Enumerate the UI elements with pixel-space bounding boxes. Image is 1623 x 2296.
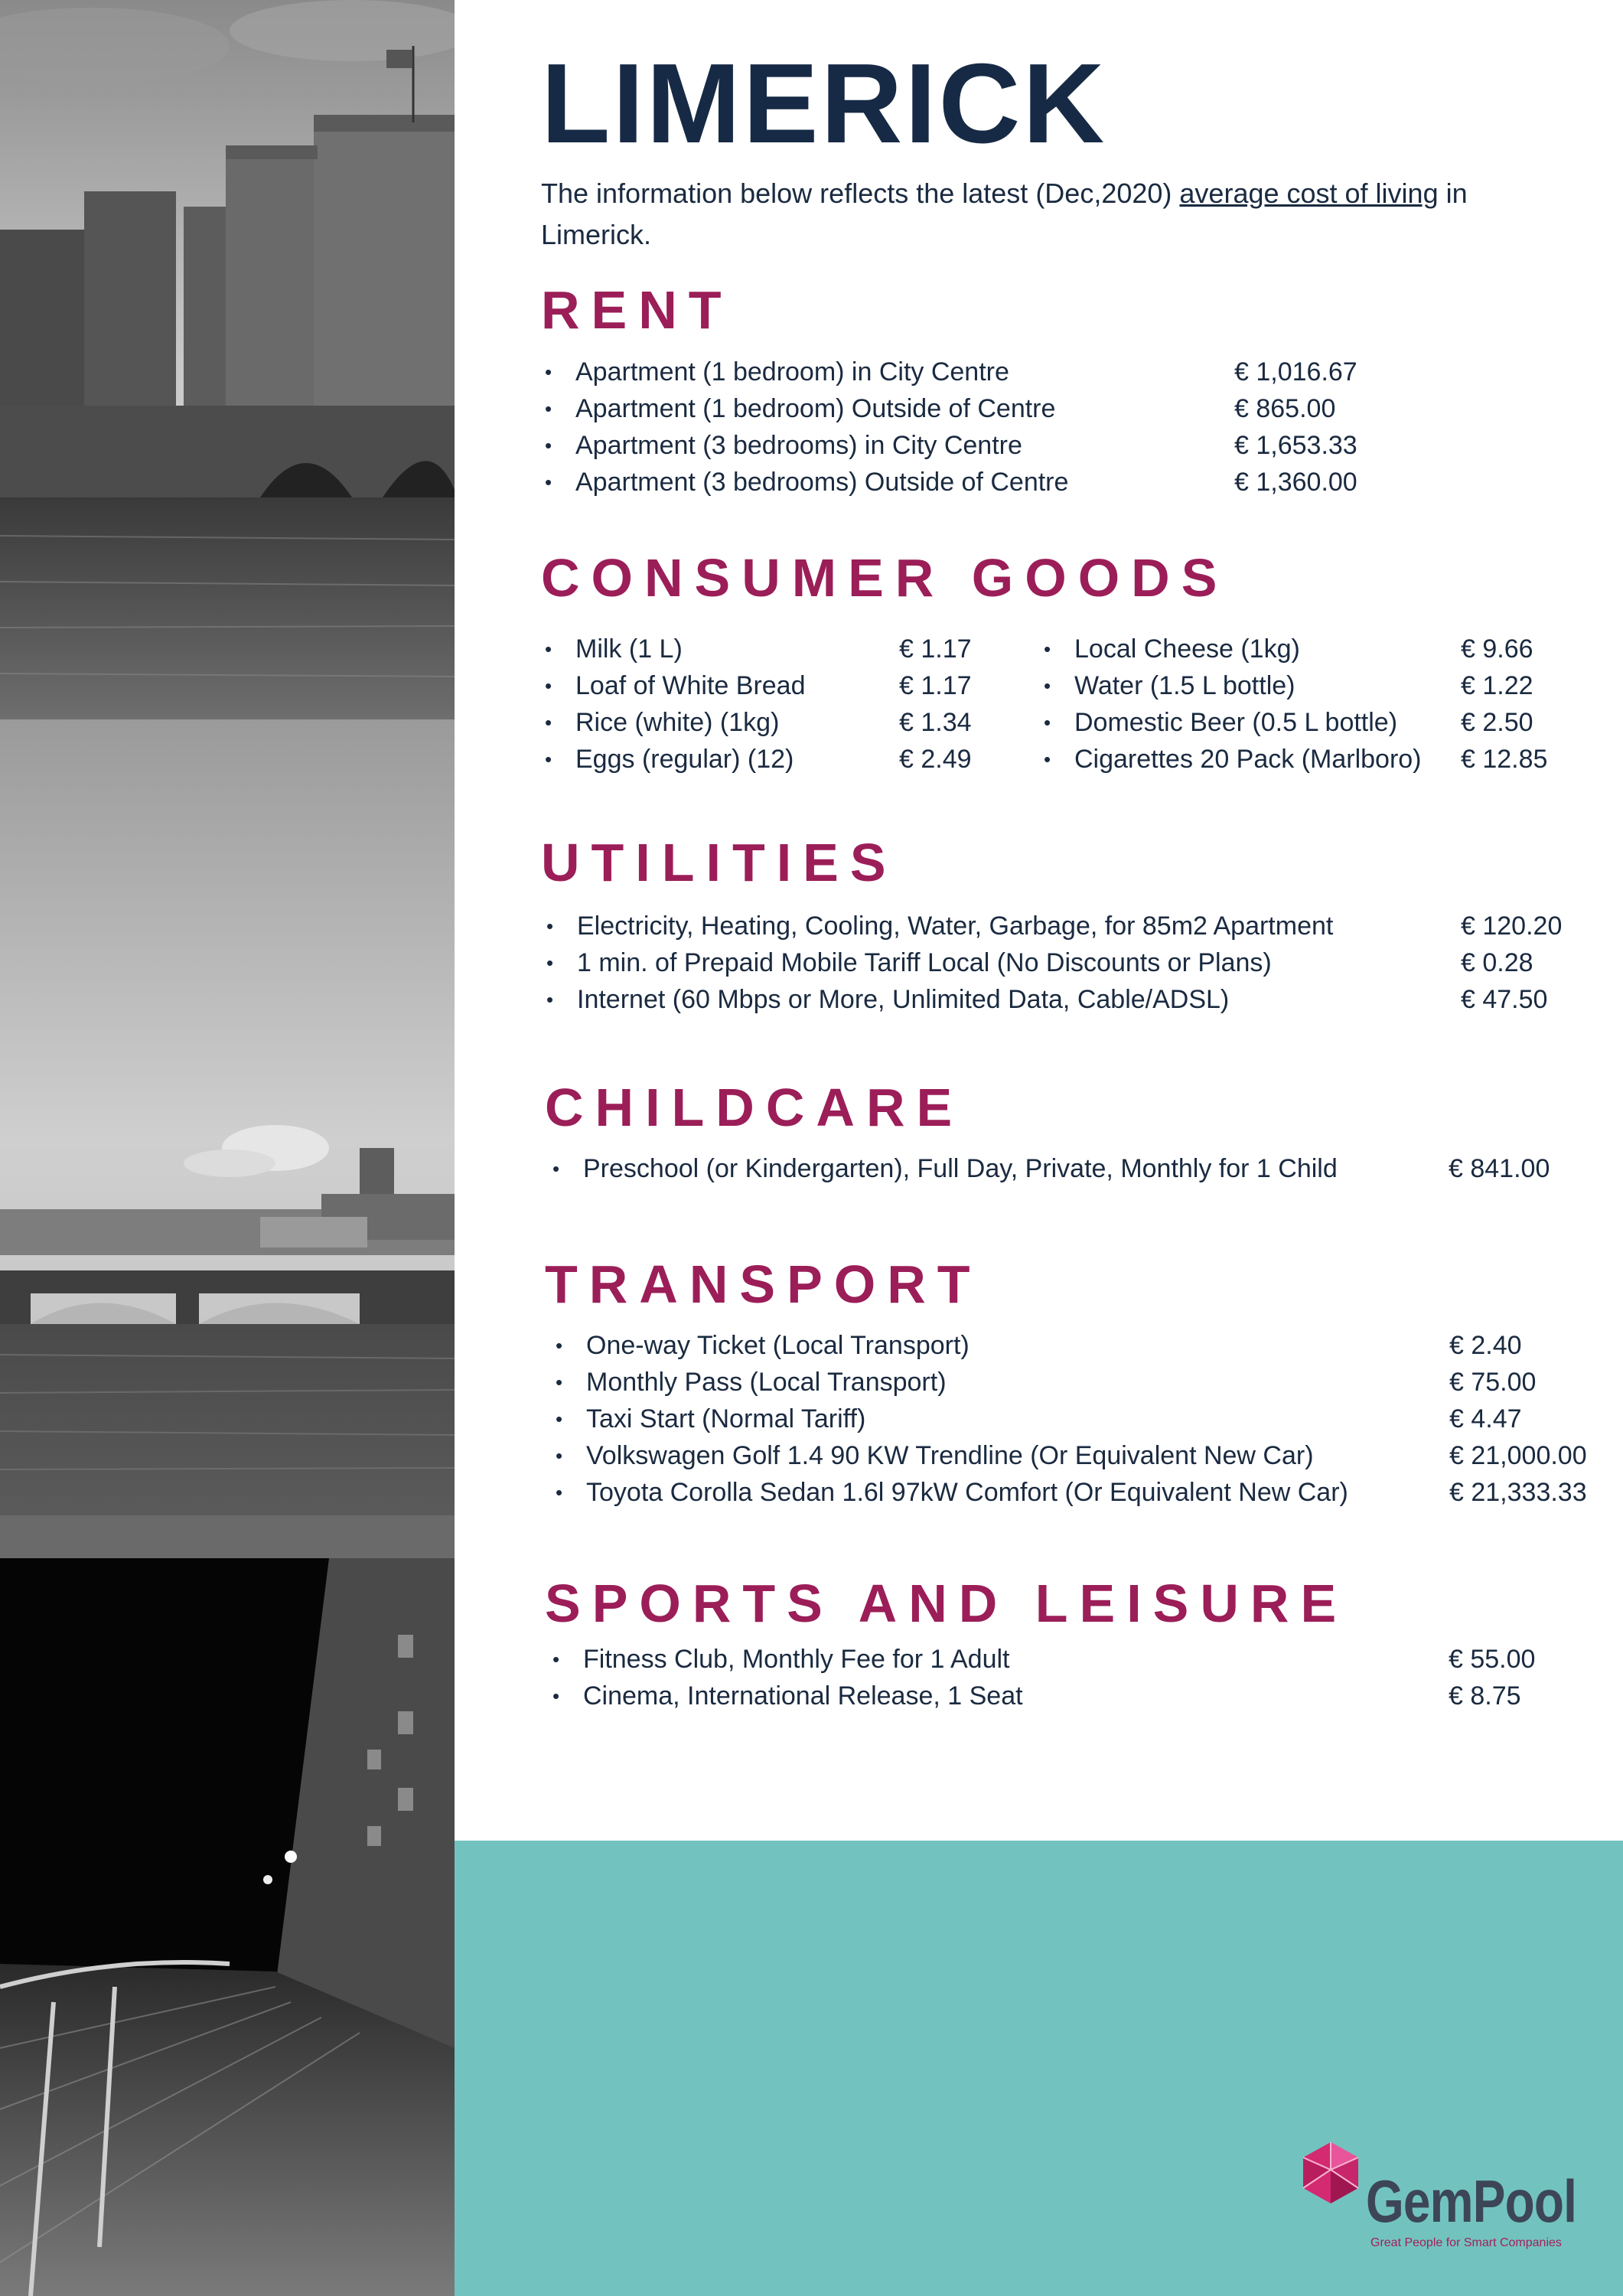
intro-after: in Limerick.	[541, 178, 1468, 250]
bullet: •	[556, 1334, 563, 1357]
list-item	[545, 464, 1494, 501]
bullet: •	[545, 471, 552, 494]
item-label: One-way Ticket (Local Transport)	[586, 1331, 970, 1360]
item-price: € 1,360.00	[1234, 468, 1357, 497]
list-item	[545, 741, 989, 778]
item-label: Milk (1 L)	[575, 634, 683, 664]
item-label: Internet (60 Mbps or More, Unlimited Data, Cable/ADSL)	[577, 985, 1230, 1014]
item-price: € 2.50	[1461, 708, 1533, 737]
bullet: •	[545, 397, 552, 420]
consumer-goods-right-list	[1044, 631, 1564, 778]
utilities-list	[546, 908, 1572, 1018]
bullet: •	[546, 951, 554, 974]
list-item	[546, 981, 1572, 1018]
bullet: •	[545, 638, 552, 660]
item-price: € 21,000.00	[1449, 1441, 1587, 1470]
bullet: •	[545, 434, 552, 457]
bullet: •	[545, 748, 552, 771]
list-item	[545, 631, 989, 667]
item-label: Cigarettes 20 Pack (Marlboro)	[1074, 745, 1422, 774]
logo-wordmark: GemPool	[1366, 2167, 1577, 2235]
item-price: € 55.00	[1449, 1645, 1536, 1674]
item-price: € 75.00	[1449, 1368, 1537, 1397]
item-label: Domestic Beer (0.5 L bottle)	[1074, 708, 1398, 737]
bullet: •	[556, 1407, 563, 1430]
item-label: Monthly Pass (Local Transport)	[586, 1368, 947, 1397]
list-item	[1044, 741, 1564, 778]
section-title-consumer-goods: CONSUMER GOODS	[541, 548, 1229, 608]
transport-list	[556, 1327, 1587, 1511]
bullet: •	[552, 1157, 560, 1180]
bullet: •	[556, 1444, 563, 1467]
item-price: € 9.66	[1461, 634, 1533, 664]
list-item	[546, 908, 1572, 944]
item-price: € 1.17	[899, 634, 972, 664]
list-item	[556, 1364, 1581, 1401]
item-label: Loaf of White Bread	[575, 671, 806, 700]
list-item	[552, 1641, 1578, 1678]
bullet: •	[1044, 674, 1051, 697]
list-item	[556, 1437, 1587, 1474]
item-price: € 2.40	[1449, 1331, 1522, 1360]
item-label: Cinema, International Release, 1 Seat	[583, 1681, 1023, 1711]
list-item	[1044, 631, 1564, 667]
list-item	[545, 704, 989, 741]
list-item	[546, 944, 1572, 981]
bullet: •	[545, 711, 552, 734]
castle-photo	[0, 0, 455, 719]
list-item	[545, 390, 1494, 427]
intro-text	[541, 173, 1513, 256]
list-item	[556, 1327, 1581, 1364]
river-bridge-photo	[0, 719, 455, 1558]
list-item	[556, 1401, 1581, 1437]
bullet: •	[552, 1648, 560, 1671]
gempool-logo[interactable]	[1297, 2139, 1603, 2254]
section-title-utilities: UTILITIES	[541, 833, 898, 892]
bullet: •	[556, 1481, 563, 1504]
item-price: € 1.17	[899, 671, 972, 700]
item-label: Toyota Corolla Sedan 1.6l 97kW Comfort (Or Equivalent New Car)	[586, 1478, 1348, 1507]
sports-list	[552, 1641, 1578, 1714]
bullet: •	[556, 1371, 563, 1394]
item-price: € 0.28	[1461, 948, 1533, 977]
section-title-transport: TRANSPORT	[545, 1254, 982, 1314]
bullet: •	[1044, 748, 1051, 771]
bullet: •	[546, 988, 554, 1011]
item-price: € 865.00	[1234, 394, 1336, 423]
logo-tagline: Great People for Smart Companies	[1370, 2236, 1562, 2249]
night-boardwalk-photo	[0, 1558, 455, 2296]
item-label: Apartment (3 bedrooms) Outside of Centre	[575, 468, 1069, 497]
consumer-goods-left-list	[545, 631, 989, 778]
item-price: € 2.49	[899, 745, 972, 774]
item-price: € 4.47	[1449, 1404, 1522, 1433]
bullet: •	[545, 674, 552, 697]
item-label: Apartment (1 bedroom) in City Centre	[575, 357, 1009, 386]
section-title-rent: RENT	[541, 280, 733, 340]
list-item	[545, 667, 989, 704]
item-price: € 1,653.33	[1234, 431, 1357, 460]
list-item	[1044, 667, 1564, 704]
section-title-childcare: CHILDCARE	[545, 1078, 964, 1137]
list-item	[552, 1150, 1578, 1187]
bullet: •	[545, 360, 552, 383]
item-price: € 21,333.33	[1449, 1478, 1587, 1507]
item-label: Apartment (1 bedroom) Outside of Centre	[575, 394, 1056, 423]
page-title: LIMERICK	[541, 41, 1107, 167]
item-price: € 1,016.67	[1234, 357, 1357, 386]
intro-before: The information below reflects the latest (Dec,2020)	[541, 178, 1180, 209]
item-price: € 120.20	[1461, 912, 1563, 941]
photo-strip	[0, 0, 455, 2296]
item-label: Taxi Start (Normal Tariff)	[586, 1404, 866, 1433]
cost-of-living-link[interactable]: average cost of living	[1179, 178, 1439, 209]
childcare-list	[552, 1150, 1578, 1187]
bullet: •	[1044, 638, 1051, 660]
item-label: Apartment (3 bedrooms) in City Centre	[575, 431, 1022, 460]
list-item	[552, 1678, 1578, 1714]
section-title-sports-leisure: SPORTS AND LEISURE	[545, 1574, 1348, 1633]
item-label: Local Cheese (1kg)	[1074, 634, 1300, 664]
item-label: Fitness Club, Monthly Fee for 1 Adult	[583, 1645, 1010, 1674]
item-price: € 1.22	[1461, 671, 1533, 700]
item-price: € 1.34	[899, 708, 972, 737]
item-label: Rice (white) (1kg)	[575, 708, 780, 737]
bullet: •	[546, 915, 554, 938]
item-label: Electricity, Heating, Cooling, Water, Garbage, for 85m2 Apartment	[577, 912, 1334, 941]
item-price: € 12.85	[1461, 745, 1548, 774]
item-label: Eggs (regular) (12)	[575, 745, 794, 774]
item-label: Water (1.5 L bottle)	[1074, 671, 1295, 700]
list-item	[556, 1474, 1587, 1511]
list-item	[1044, 704, 1564, 741]
item-price: € 841.00	[1449, 1154, 1550, 1183]
rent-list	[545, 354, 1494, 501]
item-label: Volkswagen Golf 1.4 90 KW Trendline (Or Equivalent New Car)	[586, 1441, 1314, 1470]
item-label: 1 min. of Prepaid Mobile Tariff Local (No Discounts or Plans)	[577, 948, 1272, 977]
bullet: •	[552, 1684, 560, 1707]
item-price: € 8.75	[1449, 1681, 1521, 1711]
gem-icon	[1297, 2139, 1364, 2206]
list-item	[545, 354, 1494, 390]
list-item	[545, 427, 1494, 464]
item-price: € 47.50	[1461, 985, 1548, 1014]
item-label: Preschool (or Kindergarten), Full Day, Private, Monthly for 1 Child	[583, 1154, 1338, 1183]
bullet: •	[1044, 711, 1051, 734]
